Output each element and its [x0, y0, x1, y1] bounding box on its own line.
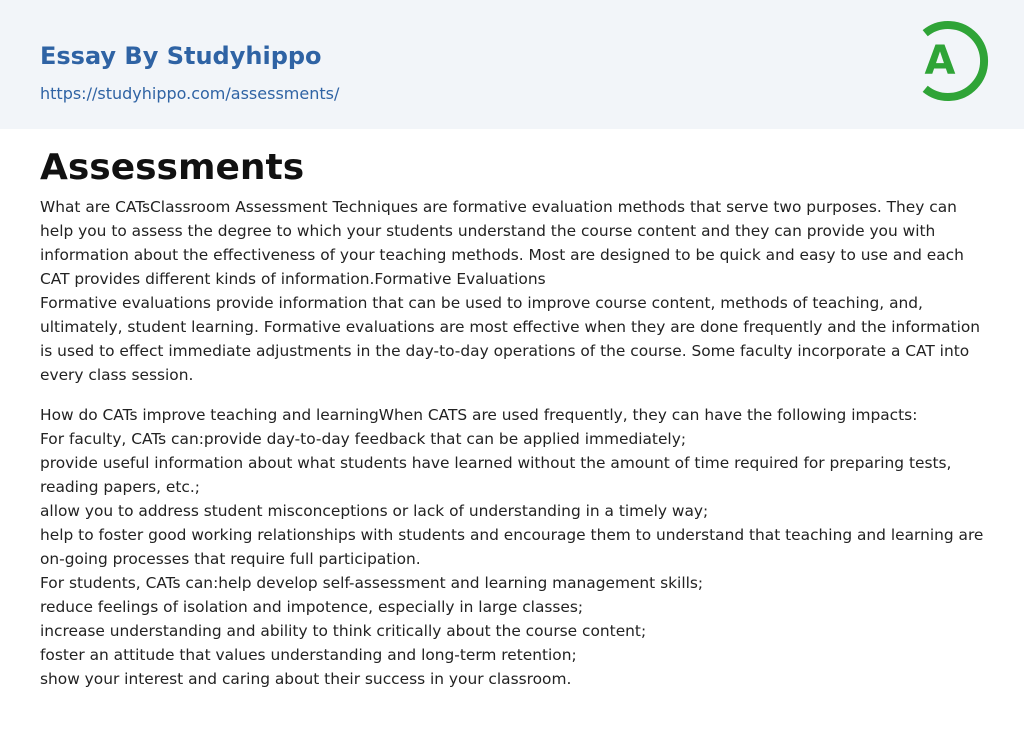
page-title: Assessments: [40, 147, 305, 188]
site-title[interactable]: Essay By Studyhippo: [40, 42, 322, 70]
site-header: [0, 0, 1024, 129]
text-line: help to foster good working relationships with students and encourage them to understand that teaching and learning are on-going processes that require full participation.: [40, 526, 984, 568]
text-line: reduce feelings of isolation and impotence, especially in large classes;: [40, 598, 584, 616]
text-line: How do CATs improve teaching and learningWhen CATS are used frequently, they can have the following impacts:: [40, 406, 918, 424]
text-line: provide useful information about what students have learned without the amount of time required for preparing tests, reading papers, etc.;: [40, 454, 952, 496]
studyhippo-logo-icon[interactable]: [906, 18, 992, 104]
site-url-link[interactable]: https://studyhippo.com/assessments/: [40, 84, 340, 103]
paragraph-impacts: [40, 403, 985, 691]
text-line: Formative evaluations provide information that can be used to improve course content, methods of teaching, and, ultimately, student learning. Formative evaluations are most effective when they are done frequently and the information is used to effect immediate adjustments in the day-to-day operations of the course. Some faculty incorporate a CAT into every class session.: [40, 294, 981, 384]
text-line: foster an attitude that values understanding and long-term retention;: [40, 646, 577, 664]
logo-letter: A: [924, 38, 956, 84]
paragraph-intro: [40, 195, 985, 387]
text-line: For faculty, CATs can:provide day-to-day feedback that can be applied immediately;: [40, 430, 686, 448]
text-line: allow you to address student misconceptions or lack of understanding in a timely way;: [40, 502, 709, 520]
text-line: increase understanding and ability to think critically about the course content;: [40, 622, 647, 640]
text-line: show your interest and caring about their success in your classroom.: [40, 670, 572, 688]
article: [40, 145, 985, 691]
text-line: What are CATsClassroom Assessment Techniques are formative evaluation methods that serve two purposes. They can help you to assess the degree to which your students understand the course content and they can provide you with information about the effectiveness of your teaching methods. Most are designed to be quick and easy to use and each CAT provides different kinds of information.Formative Evaluations: [40, 198, 964, 288]
text-line: For students, CATs can:help develop self-assessment and learning management skills;: [40, 574, 704, 592]
